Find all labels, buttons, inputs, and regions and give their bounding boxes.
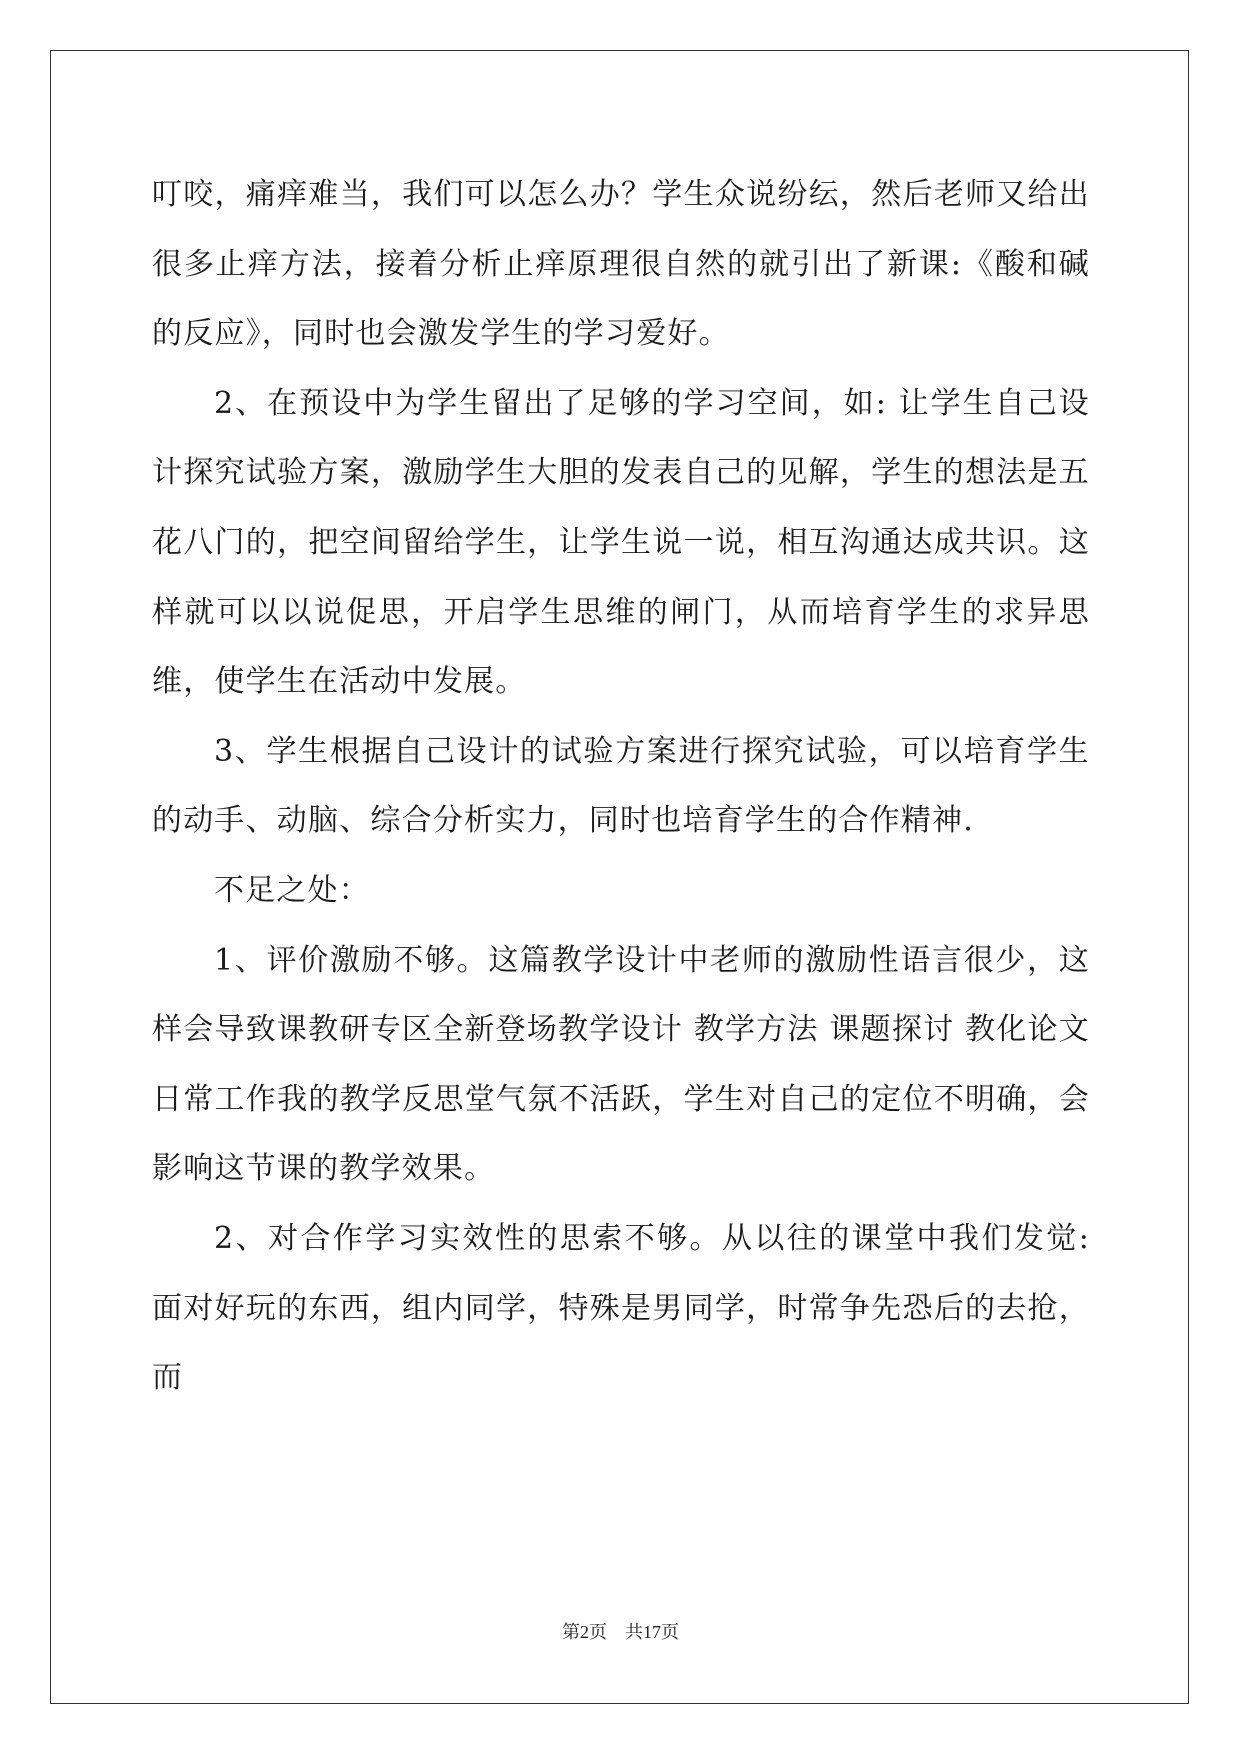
page-total: 共17页 bbox=[625, 1622, 679, 1642]
document-body bbox=[152, 160, 1090, 1413]
paragraph-6: 2、对合作学习实效性的思索不够。从以往的课堂中我们发觉: 面对好玩的东西，组内同学，特殊是男同学，时常争先恐后的去抢，而 bbox=[152, 1220, 1090, 1396]
paragraph-5: 1、评价激励不够。这篇教学设计中老师的激励性语言很少，这样会导致课教研专区全新登场教学设计 教学方法 课题探讨 教化论文日常工作我的教学反思堂气氛不活跃，学生对自己的定位不明确，会影响这节课的教学效果。 bbox=[152, 942, 1090, 1187]
paragraph-4: 不足之处： bbox=[214, 872, 370, 908]
page-footer bbox=[0, 1618, 1241, 1644]
paragraph-1: 叮咬，痛痒难当，我们可以怎么办？学生众说纷纭，然后老师又给出很多止痒方法，接着分析止痒原理很自然的就引出了新课:《酸和碱的反应》，同时也会激发学生的学习爱好。 bbox=[152, 177, 1090, 352]
paragraph-2: 2、在预设中为学生留出了足够的学习空间，如: 让学生自己设计探究试验方案，激励学生大胆的发表自己的见解，学生的想法是五花八门的，把空间留给学生，让学生说一说，相互沟通达成共识。这样就可以以说促思，开启学生思维的闸门，从而培育学生的求异思维，使学生在活动中发展。 bbox=[152, 385, 1090, 700]
page-number: 第2页 bbox=[562, 1622, 607, 1642]
paragraph-3: 3、学生根据自己设计的试验方案进行探究试验，可以培育学生的动手、动脑、综合分析实力，同时也培育学生的合作精神. bbox=[152, 733, 1090, 839]
